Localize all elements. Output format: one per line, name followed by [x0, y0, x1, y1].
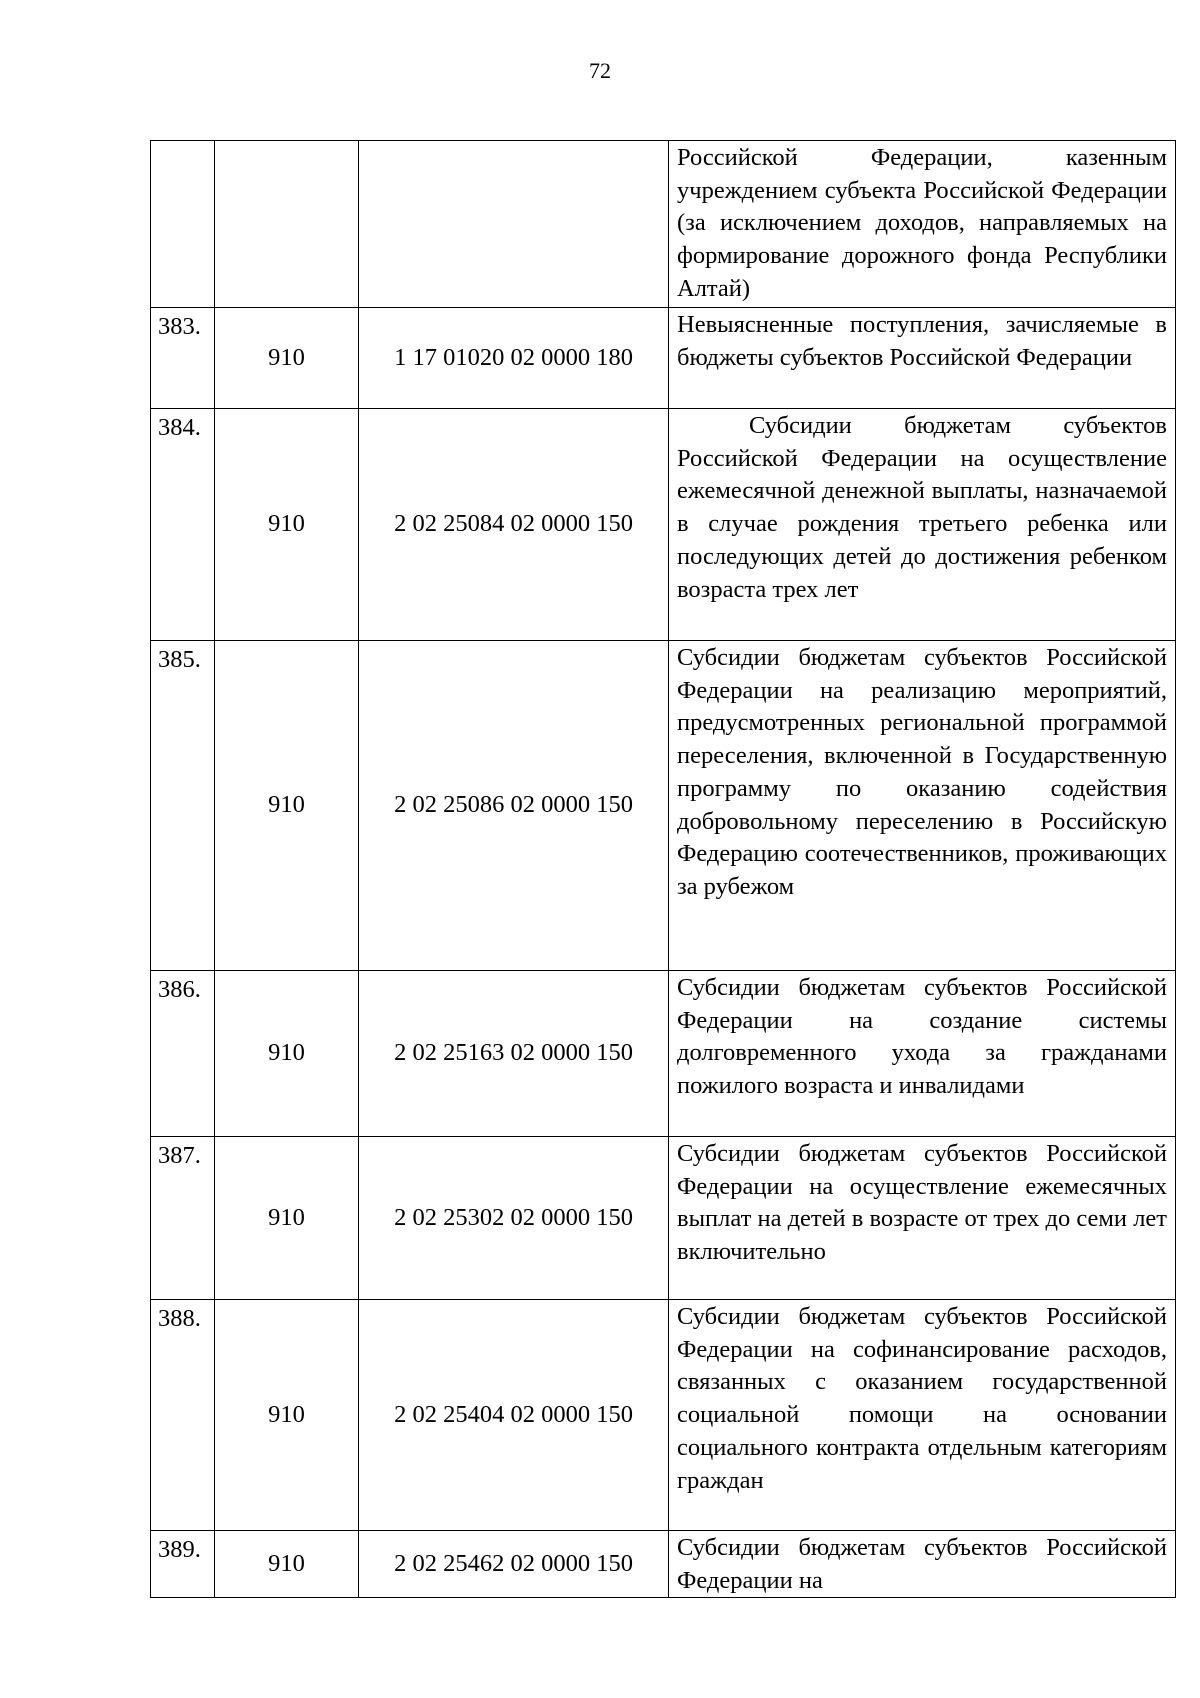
admin-code-cell: 910: [215, 971, 359, 1137]
income-name-text: Субсидии бюджетам субъектов Российской Федерации на осуществление ежемесячных выплат на детей в возрасте от трех до семи лет включительно: [677, 1140, 1167, 1266]
income-code-cell: 2 02 25302 02 0000 150: [359, 1137, 669, 1300]
admin-code-cell: 910: [215, 409, 359, 641]
income-name-text: Российской Федерации, казенным учреждением субъекта Российской Федерации (за исключением доходов, направляемых на формирование дорожного фонда Республики Алтай): [677, 144, 1167, 302]
income-code-cell: [359, 141, 669, 308]
table-row: [151, 1137, 1176, 1300]
income-code-cell: 2 02 25163 02 0000 150: [359, 971, 669, 1137]
table-row: [151, 971, 1176, 1137]
row-number-cell: 383.: [151, 308, 215, 409]
income-code-cell: 2 02 25462 02 0000 150: [359, 1531, 669, 1598]
table-row: [151, 141, 1176, 308]
row-number-cell: 388.: [151, 1300, 215, 1531]
table-row: [151, 1531, 1176, 1598]
income-name-text: Невыясненные поступления, зачисляемые в бюджеты субъектов Российской Федерации: [677, 311, 1167, 371]
row-number-cell: 387.: [151, 1137, 215, 1300]
income-name-text: Субсидии бюджетам субъектов Российской Федерации на осуществление ежемесячной денежной выплаты, назначаемой в случае рождения третьего ребенка или последующих детей до достижения ребенком возраста трех лет: [677, 412, 1167, 603]
admin-code-cell: 910: [215, 1137, 359, 1300]
budget-income-table: [150, 140, 1176, 1598]
income-code-cell: 2 02 25084 02 0000 150: [359, 409, 669, 641]
row-number-cell: 386.: [151, 971, 215, 1137]
income-name-cell: [669, 1300, 1176, 1531]
admin-code-cell: 910: [215, 641, 359, 971]
income-name-cell: [669, 141, 1176, 308]
income-name-text: Субсидии бюджетам субъектов Российской Федерации на: [677, 1534, 1167, 1594]
table-row: [151, 308, 1176, 409]
income-name-cell: [669, 971, 1176, 1137]
income-code-cell: 1 17 01020 02 0000 180: [359, 308, 669, 409]
table-row: [151, 641, 1176, 971]
admin-code-cell: 910: [215, 1531, 359, 1598]
income-name-text: Субсидии бюджетам субъектов Российской Федерации на реализацию мероприятий, предусмотренных региональной программой переселения, включенной в Государственную программу по оказанию содействия добровольному переселению в Российскую Федерацию соотечественников, проживающих за рубежом: [677, 644, 1167, 900]
table-row: [151, 409, 1176, 641]
income-code-cell: 2 02 25404 02 0000 150: [359, 1300, 669, 1531]
admin-code-cell: [215, 141, 359, 308]
table-row: [151, 1300, 1176, 1531]
row-number-cell: 384.: [151, 409, 215, 641]
income-name-text: Субсидии бюджетам субъектов Российской Федерации на создание системы долговременного ухода за гражданами пожилого возраста и инвалидами: [677, 974, 1167, 1100]
income-name-cell: [669, 1531, 1176, 1598]
income-code-cell: 2 02 25086 02 0000 150: [359, 641, 669, 971]
row-number-cell: [151, 141, 215, 308]
admin-code-cell: 910: [215, 308, 359, 409]
income-name-text: Субсидии бюджетам субъектов Российской Федерации на софинансирование расходов, связанных с оказанием государственной социальной помощи на основании социального контракта отдельным категориям граждан: [677, 1303, 1167, 1494]
income-name-cell: [669, 641, 1176, 971]
admin-code-cell: 910: [215, 1300, 359, 1531]
page-number: 72: [589, 58, 611, 83]
income-name-cell: [669, 409, 1176, 641]
income-name-cell: [669, 1137, 1176, 1300]
row-number-cell: 385.: [151, 641, 215, 971]
row-number-cell: 389.: [151, 1531, 215, 1598]
income-name-cell: [669, 308, 1176, 409]
